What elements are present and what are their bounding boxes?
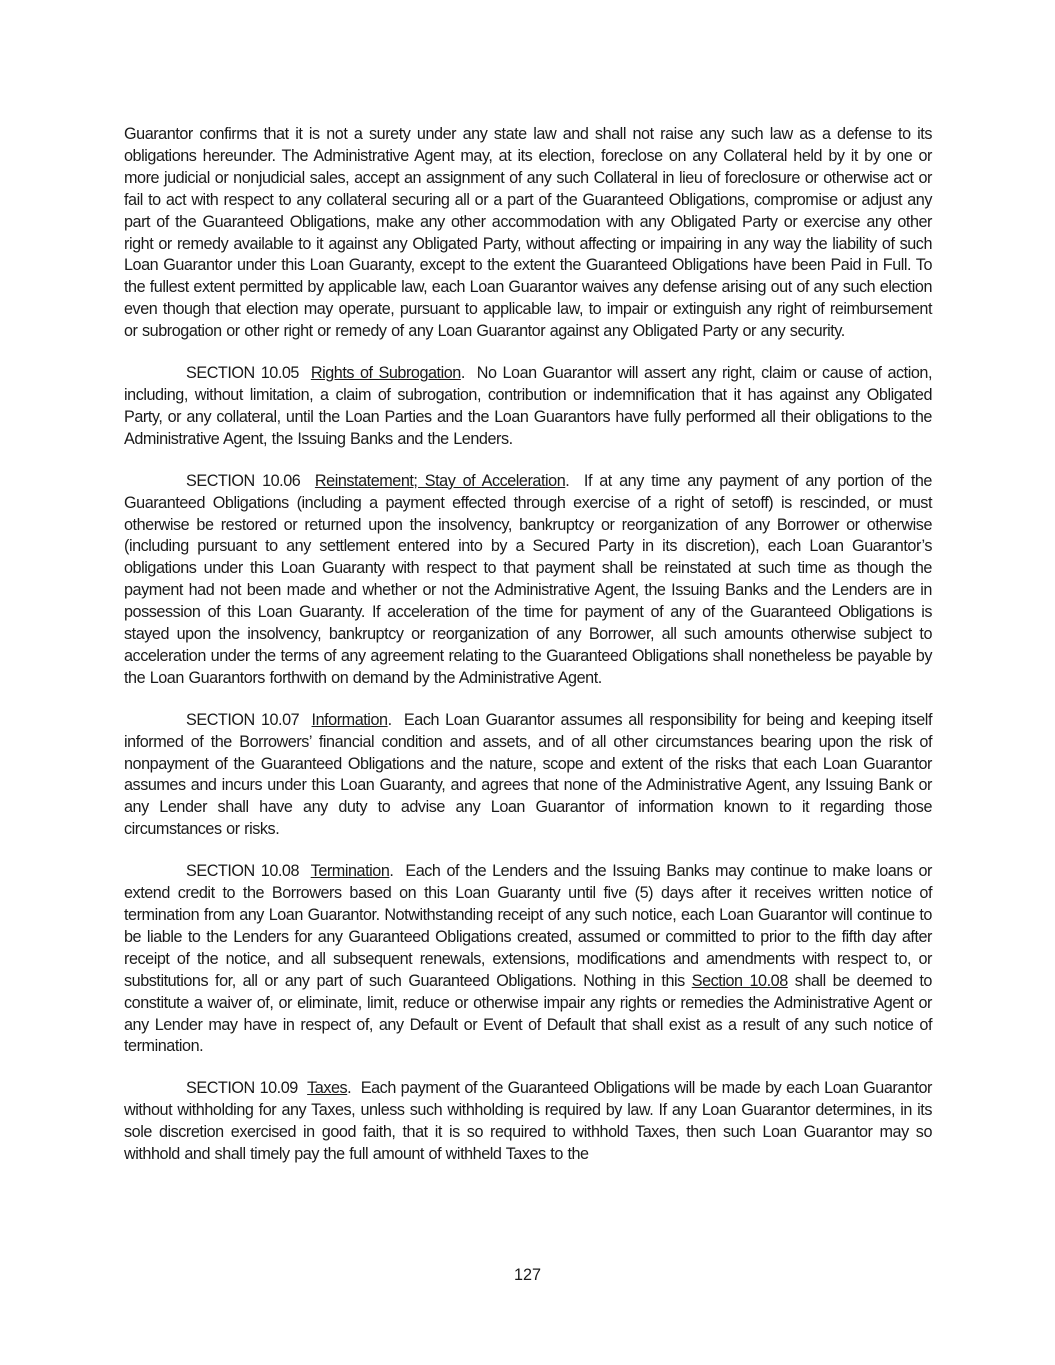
section-number: SECTION 10.08 (186, 862, 300, 881)
section-number: SECTION 10.05 (186, 364, 299, 383)
section-number: SECTION 10.09 (186, 1079, 298, 1098)
page-number: 127 (513, 1266, 541, 1284)
paragraph-text: Guarantor confirms that it is not a surety under any state law and shall not raise any such law as a defense to its obligations hereunder. The Administrative Agent may, at its election, foreclose on any Collateral held by it by one or more judicial or nonjudicial sales, accept an assignment of any such Collateral in lieu of foreclosure or otherwise act or fail to act with respect to any collateral securing all or a part of the Guaranteed Obligations, compromise or adjust any part of the Guaranteed Obligations, make any other accommodation with any Obligated Party or exercise any other right or remedy available to it against any Obligated Party, without affecting or impairing in any way the liability of such Loan Guarantor under this Loan Guaranty, except to the extent the Guaranteed Obligations have been Paid in Full. To the fullest extent permitted by applicable law, each Loan Guarantor waives any defense arising out of any such election even though that election may operate, pursuant to applicable law, to impair or extinguish any right of reimbursement or subrogation or other right or remedy of any Loan Guarantor against any Obligated Party or any security. (124, 125, 932, 341)
section-10-09: SECTION 10.09 Taxes. Each payment of the Guaranteed Obligations will be made by each Loan Guarantor without withholding for any Taxes, unless such withholding is required by law. If any Loan Guarantor determines, in its sole discretion exercised in good faith, that it is so required to withhold Taxes, then such Loan Guarantor may so withhold and shall timely pay the full amount of withheld Taxes to the (124, 1079, 932, 1164)
paragraph-guarantor-confirms (124, 124, 932, 343)
section-text: Each Loan Guarantor assumes all responsibility for being and keeping itself informed of the Borrowers’ financial condition and assets, and of all other circumstances bearing upon the risk of nonpayment of the Guaranteed Obligations and the nature, scope and extent of the risks that each Loan Guarantor assumes and incurs under this Loan Guaranty, and agrees that none of the Administrative Agent, any Issuing Bank or any Lender shall have any duty to advise any Loan Guarantor of information known to it regarding those circumstances or risks. (124, 710, 932, 839)
section-heading-rights-of-subrogation: Rights of Subrogation (310, 364, 461, 383)
section-text-continued: shall be deemed to constitute a waiver of, or eliminate, limit, reduce or otherwise impair any rights or remedies the Administrative Agent or any Lender may have in respect of, any Default or Event of Default that shall exist as a result of any such notice of termination. (124, 971, 932, 1056)
section-text: Each payment of the Guaranteed Obligations will be made by each Loan Guarantor without withholding for any Taxes, unless such withholding is required by law. If any Loan Guarantor determines, in its sole discretion exercised in good faith, that it is so required to withhold Taxes, then such Loan Guarantor may so withhold and shall timely pay the full amount of withheld Taxes to the (124, 1079, 932, 1164)
section-text: If at any time any payment of any portion of the Guaranteed Obligations (including a payment effected through exercise of a right of setoff) is rescinded, or must otherwise be restored or returned upon the insolvency, bankruptcy or reorganization of any Borrower or otherwise (including pursuant to any settlement entered into by a Secured Party in its discretion), each Loan Guarantor’s obligations under this Loan Guaranty with respect to that payment shall be reinstated at such time as though the payment had not been made and whether or not the Administrative Agent, the Issuing Banks and the Lenders are in possession of this Loan Guaranty. If acceleration of the time for payment of any of the Guaranteed Obligations is stayed upon the insolvency, bankruptcy or reorganization of any Borrower, all such amounts otherwise subject to acceleration under the terms of any agreement relating to the Guaranteed Obligations shall nonetheless be payable by the Loan Guarantors forthwith on demand by the Administrative Agent. (124, 471, 932, 687)
section-number: SECTION 10.07 (186, 710, 300, 729)
section-10-05: SECTION 10.05 Rights of Subrogation. No Loan Guarantor will assert any right, claim or cause of action, including, without limitation, a claim of subrogation, contribution or indemnification that it has against any Obligated Party, or any collateral, until the Loan Parties and the Loan Guarantors have fully performed all their obligations to the Administrative Agent, the Issuing Banks and the Lenders. (124, 364, 932, 448)
section-heading-information: Information (311, 710, 388, 729)
section-heading-termination: Termination (310, 862, 390, 881)
section-heading-reinstatement: Reinstatement; Stay of Acceleration (314, 471, 566, 490)
section-text: No Loan Guarantor will assert any right, claim or cause of action, including, without limitation, a claim of subrogation, contribution or indemnification that it has against any Obligated Party, or any collateral, until the Loan Parties and the Loan Guarantors have fully performed all their obligations to the Administrative Agent, the Issuing Banks and the Lenders. (124, 364, 932, 448)
section-10-06: SECTION 10.06 Reinstatement; Stay of Acceleration. If at any time any payment of any portion of the Guaranteed Obligations (including a payment effected through exercise of a right of setoff) is rescinded, or must otherwise be restored or returned upon the insolvency, bankruptcy or reorganization of any Borrower or otherwise (including pursuant to any settlement entered into by a Secured Party in its discretion), each Loan Guarantor’s obligations under this Loan Guaranty with respect to that payment shall be reinstated at such time as though the payment had not been made and whether or not the Administrative Agent, the Issuing Banks and the Lenders are in possession of this Loan Guaranty. If acceleration of the time for payment of any of the Guaranteed Obligations is stayed upon the insolvency, bankruptcy or reorganization of any Borrower, all such amounts otherwise subject to acceleration under the terms of any agreement relating to the Guaranteed Obligations shall nonetheless be payable by the Loan Guarantors forthwith on demand by the Administrative Agent. (124, 471, 932, 687)
section-heading-taxes: Taxes (307, 1079, 348, 1098)
section-10-08: SECTION 10.08 Termination. Each of the Lenders and the Issuing Banks may continue to make loans or extend credit to the Borrowers based on this Loan Guaranty until five (5) days after it receives written notice of termination from any Loan Guarantor. Notwithstanding receipt of any such notice, each Loan Guarantor will continue to be liable to the Lenders for any Guaranteed Obligations created, assumed or committed to prior to the fifth day after receipt of the notice, and all subsequent renewals, extensions, modifications and amendments with respect to, or substitutions for, all or any part of such Guaranteed Obligations. Nothing in this Section 10.08 shall be deemed to constitute a waiver of, or eliminate, limit, reduce or otherwise impair any rights or remedies the Administrative Agent or any Lender may have in respect of, any Default or Event of Default that shall exist as a result of any such notice of termination. (124, 862, 932, 1056)
section-text: Each of the Lenders and the Issuing Banks may continue to make loans or extend credit to the Borrowers based on this Loan Guaranty until five (5) days after it receives written notice of termination from any Loan Guarantor. Notwithstanding receipt of any such notice, each Loan Guarantor will continue to be liable to the Lenders for any Guaranteed Obligations created, assumed or committed to prior to the fifth day after receipt of the notice, and all subsequent renewals, extensions, modifications and amendments with respect to, or substitutions for, all or any part of such Guaranteed Obligations. Nothing in this (124, 862, 932, 990)
section-10-07: SECTION 10.07 Information. Each Loan Guarantor assumes all responsibility for being and keeping itself informed of the Borrowers’ financial condition and assets, and of all other circumstances bearing upon the risk of nonpayment of the Guaranteed Obligations and the nature, scope and extent of the risks that each Loan Guarantor assumes and incurs under this Loan Guaranty, and agrees that none of the Administrative Agent, any Issuing Bank or any Lender shall have any duty to advise any Loan Guarantor of information known to it regarding those circumstances or risks. (124, 710, 932, 839)
section-cross-reference-link[interactable]: Section 10.08 (691, 971, 788, 990)
document-page (124, 124, 932, 1186)
section-number: SECTION 10.06 (186, 471, 301, 490)
